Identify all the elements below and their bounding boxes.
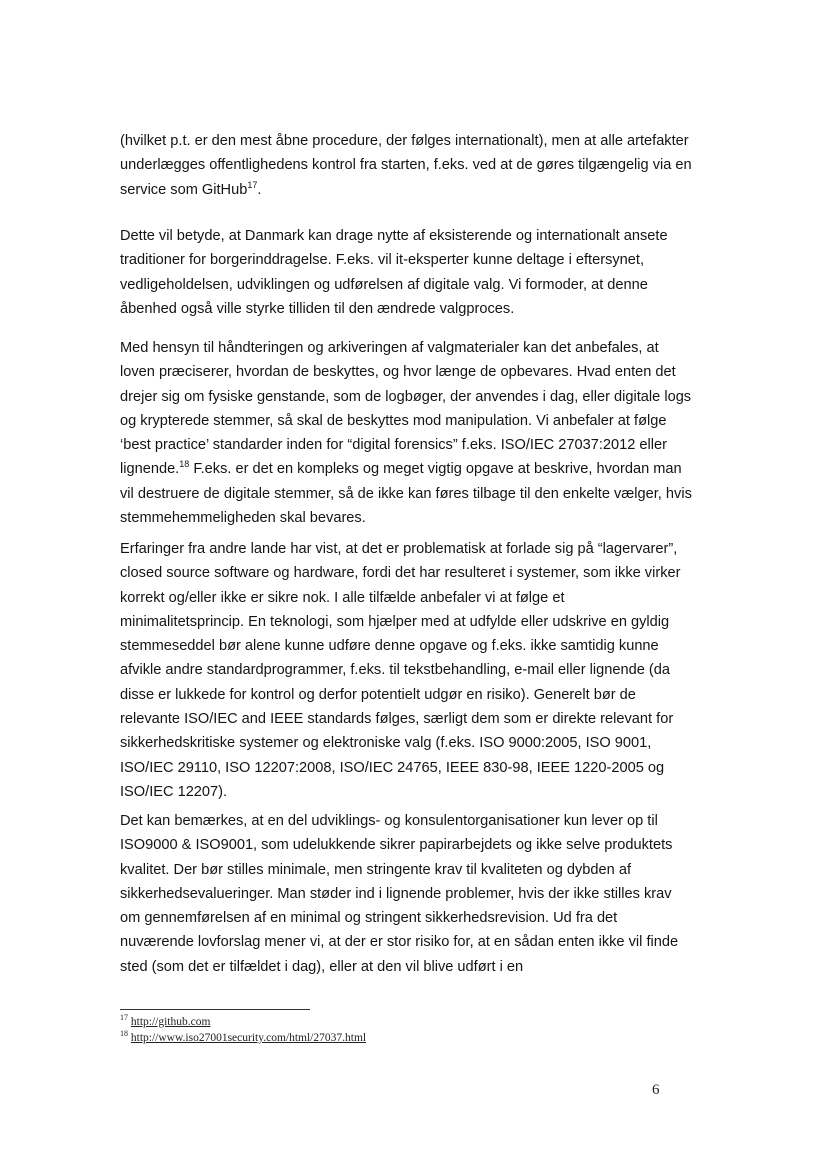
footnote-link-github[interactable]: http://github.com xyxy=(130,1016,211,1028)
footnote-number: 17 xyxy=(120,1013,128,1023)
paragraph-5: Det kan bemærkes, at en del udviklings- og konsulentorganisationer kun lever op til ISO9000 & ISO9001, som udelukkende sikrer papirarbejdets og ikke selve produktets kvalitet. Der bør stilles minimale, men stringente krav til kvaliteten og dybden af sikkerhedsevalueringer. Man støder ind i lignende problemer, hvis der ikke stilles krav om gennemførelsen af en minimal og stringent sikkerhedsrevision. Ud fra det nuværende lovforslag mener vi, at der er stor risiko for, at en sådan enten ikke vil finde sted (som det er tilfældet i dag), eller at den vil blive udført i en xyxy=(120,813,679,975)
paragraph-1-text: (hvilket p.t. er den mest åbne procedure, der følges internationalt), men at alle artefakter underlægges offentlighedens kontrol fra starten, f.eks. ved at de gøres tilgængelig via en service som GitHub xyxy=(120,133,692,198)
footnote-17 xyxy=(120,1014,680,1030)
paragraph-3 xyxy=(120,336,692,530)
paragraph-2: Dette vil betyde, at Danmark kan drage nytte af eksisterende og internationalt ansete traditioner for borgerinddragelse. F.eks. vil it-eksperter kunne deltage i eftersynet, vedligeholdelsen, udviklingen og udførelsen af digitale valg. Vi formoder, at denne åbenhed også ville styrke tilliden til den ændrede valgproces. xyxy=(120,228,668,317)
paragraph-3-end: F.eks. er det en kompleks og meget vigtig opgave at beskrive, hvordan man vil destruere de digitale stemmer, så de ikke kan føres tilbage til den enkelte vælger, hvis stemmehemmeligheden skal bevares. xyxy=(120,461,692,527)
footnote-ref-17[interactable]: 17 xyxy=(247,179,258,190)
footnote-number: 18 xyxy=(120,1029,128,1039)
footnote-ref-18[interactable]: 18 xyxy=(179,459,190,470)
footnote-18 xyxy=(120,1030,680,1046)
paragraph-1 xyxy=(120,129,692,202)
footnote-link-iso27001security[interactable]: http://www.iso27001security.com/html/27037.html xyxy=(130,1032,367,1044)
paragraph-4: Erfaringer fra andre lande har vist, at det er problematisk at forlade sig på “lagervarer”, closed source software og hardware, fordi det har resulteret i systemer, som ikke virker korrekt og/eller ikke er sikre nok. I alle tilfælde anbefaler vi at følge et minimalitetsprincip. En teknologi, som hjælper med at udfylde eller udskrive en gyldig stemmeseddel bør alene kunne udføre denne opgave og f.eks. ikke samtidig kunne afvikle andre standardprogrammer, f.eks. til tekstbehandling, e-mail eller lignende (da disse er lukkede for kontrol og derfor potentielt udgør en risiko). Generelt bør de relevante ISO/IEC and IEEE standards følges, særligt dem som er direkte relevant for sikkerhedskritiske systemer og elektroniske valg (f.eks. ISO 9000:2005, ISO 9001, ISO/IEC 29110, ISO 12207:2008, ISO/IEC 24765, IEEE 830-98, IEEE 1220-2005 og ISO/IEC 12207). xyxy=(120,541,681,800)
footnote-divider xyxy=(120,1009,310,1010)
page-number: 6 xyxy=(652,1082,660,1098)
paragraph-3-text: Med hensyn til håndteringen og arkiveringen af valgmaterialer kan det anbefales, at loven præciserer, hvordan de beskyttes, og hvor længe de opbevares. Hvad enten det drejer sig om fysiske genstande, som de logbøger, der anvendes i dag, eller digitale logs og krypterede stemmer, så skal de beskyttes mod manipulation. Vi anbefaler at følge ‘best practice’ standarder inden for “digital forensics” f.eks. ISO/IEC 27037:2012 eller lignende. xyxy=(120,340,692,478)
footnotes xyxy=(120,1014,680,1046)
paragraph-1-end: . xyxy=(257,181,262,198)
